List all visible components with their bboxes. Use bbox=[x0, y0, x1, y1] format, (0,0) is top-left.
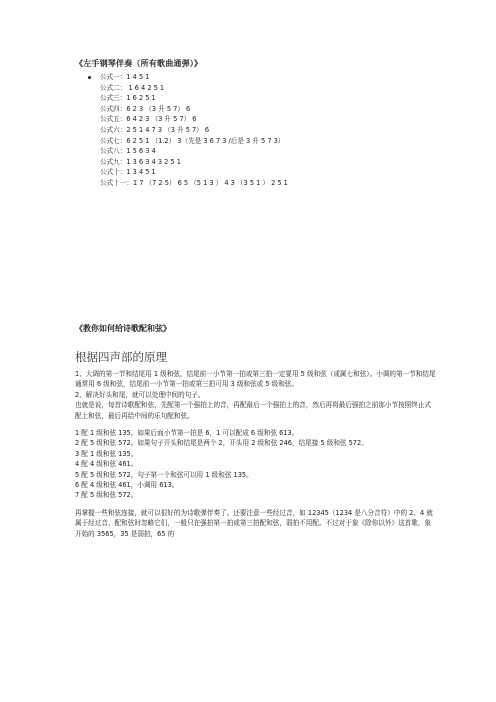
section-title: 《教你如何给诗歌配和弦》 bbox=[75, 324, 171, 333]
formula-text: 公式十一：1 7 （7 2 5） 6 5 （5 1 3 ） 4 3 （3 5 1 ） 2 5 1 bbox=[100, 178, 288, 187]
list-item bbox=[88, 72, 288, 83]
paragraph: 4 配 4 级和弦 461。 bbox=[75, 460, 138, 469]
formula-text: 公式五：6 4 2 3 （3 升 5 7） 6 bbox=[100, 115, 197, 124]
paragraph: 6 配 4 级和弦 461，小调用 613。 bbox=[75, 481, 179, 490]
list-item bbox=[88, 157, 288, 168]
document-title: 《左手钢琴伴奏（所有歌曲通弹）》 bbox=[75, 59, 203, 68]
formula-text: 公式二： 1 6 4 2 5 1 bbox=[100, 83, 165, 92]
paragraph: 1 配 1 级和弦 135。如果后面小节第一拍是 6，1 可以配成 6 级和弦 613。 bbox=[75, 429, 299, 438]
formula-text: 公式七：6 2 5 1 （1.2） 3（先是 3 6 7 3 /后是 3 升 5 7 3） bbox=[100, 136, 285, 145]
formula-text: 公式八：1 5 6 3 4 bbox=[100, 147, 156, 156]
spacer bbox=[75, 421, 437, 428]
formula-text: 公式三：1 6 2 5 1 bbox=[100, 94, 156, 103]
list-item bbox=[88, 83, 288, 94]
list-item bbox=[88, 136, 288, 147]
list-item bbox=[88, 104, 288, 115]
section-heading: 根据四声部的原理 bbox=[75, 350, 167, 364]
list-item bbox=[88, 93, 288, 104]
paragraph: 1、大调的第一节和结尾用 1 级和弦，结尾前一小节第一拍或第三拍一定要用 5 级和弦（或属七和弦）。小调的第一节和结尾通常用 6 级和弦，结尾前一小节第一拍或第三拍可用 3 级和弦或 5 级和弦。 bbox=[75, 370, 436, 389]
paragraph: 5 配 5 级和弦 572，句子第一个和弦可以用 1 级和弦 135。 bbox=[75, 470, 253, 479]
list-item bbox=[88, 146, 288, 157]
body-text bbox=[75, 369, 437, 539]
paragraph: 再掌握一些和弦连接，就可以很好的为诗歌弹伴奏了。还要注意一些经过音，如 12345（1234 是八分音符）中的 2、4 就属于经过音，配和弦时忽略它们，一般只在强拍第一拍或第三拍配和弦，弱拍不用配。不过对于象《除你以外》这首歌，象开始的 3565，35 是弱拍，65 的 bbox=[75, 508, 433, 538]
paragraph: 也就是说，每首诗歌配和弦，先配第一个强拍上的音，再配最后一个强拍上的音，然后再将最后强拍之前那小节按照终止式配上和弦，最后再给中间的乐句配和弦。 bbox=[75, 401, 432, 420]
paragraph: 2 配 5 级和弦 572。如果句子开头和结尾是两个 2，开头用 2 级和弦 246，结尾接 5 级和弦 572。 bbox=[75, 439, 368, 448]
list-item bbox=[88, 125, 288, 136]
formula-text: 公式一：1 4 5 1 bbox=[100, 73, 150, 81]
list-item bbox=[88, 167, 288, 178]
paragraph: 2、解决好头和尾，就可以处理中间的句子。 bbox=[75, 390, 205, 399]
list-item bbox=[88, 178, 288, 189]
formula-text: 公式十：1 3 4 5 1 bbox=[100, 168, 156, 177]
paragraph: 7 配 5 级和弦 572。 bbox=[75, 491, 138, 500]
formula-text: 公式九：1 3 6 3 4 3 2 5 1 bbox=[100, 157, 181, 166]
formula-text: 公式四：6 2 3 （3 升 5 7） 6 bbox=[100, 104, 191, 113]
formula-list bbox=[88, 72, 288, 189]
spacer bbox=[75, 501, 437, 508]
paragraph: 3 配 1 级和弦 135。 bbox=[75, 449, 138, 458]
list-item bbox=[88, 114, 288, 125]
formula-text: 公式六：2 5 1 4 7 3 （3 升 5 7） 6 bbox=[100, 125, 210, 134]
bullet-icon bbox=[88, 76, 91, 79]
